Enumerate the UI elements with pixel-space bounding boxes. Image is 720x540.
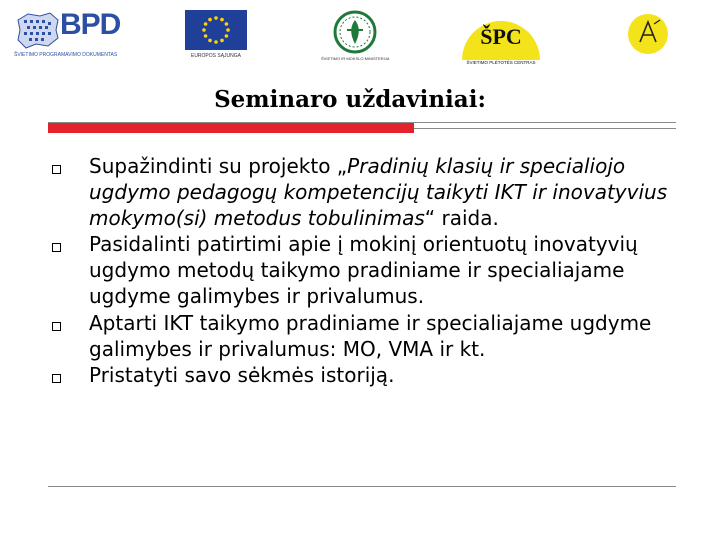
bullet-item — [40, 231, 680, 309]
project-name-italic: Pradinių klasių ir specialiojo ugdymo pedagogų kompetencijų taikyti IKT ir inovatyvius mokymo(si) metodus tobulinimas — [89, 154, 668, 231]
bullet-text-before: Supažindinti su projekto „ — [89, 154, 348, 178]
title-rule-thin-lower — [414, 128, 676, 129]
lithuania-map-icon — [14, 10, 60, 50]
spc-logo — [458, 12, 544, 68]
bullet-text: Pristatyti savo sėkmės istoriją. — [89, 362, 395, 387]
round-yellow-logo — [618, 12, 678, 68]
logo-bar — [0, 0, 720, 72]
eu-flag-icon — [185, 10, 247, 50]
bullet-item — [40, 362, 680, 388]
bullet-text-after: “ raida. — [424, 206, 499, 231]
slide-title: Seminaro uždaviniai: — [214, 86, 486, 113]
eu-logo-subtitle: EUROPOS SĄJUNGA — [190, 53, 241, 59]
bullet-item — [40, 310, 680, 362]
bpd-logo-text: BPD — [60, 8, 121, 41]
bullet-text: Aptarti IKT taikymo pradiniame ir specialiajame ugdyme galimybes ir privalumus: MO, VMA ir kt. — [89, 310, 652, 361]
ministry-logo-subtitle: ŠVIETIMO IR MOKSLO MINISTERIJA — [321, 56, 390, 61]
bpd-logo-subtitle: ŠVIETIMO PROGRAMAVIMO DOKUMENTAS — [14, 52, 118, 58]
round-emblem-icon — [618, 12, 678, 58]
ministry-emblem-icon — [325, 10, 385, 56]
bullet-list — [40, 153, 680, 388]
square-bullet-icon — [52, 322, 61, 331]
eu-logo — [176, 10, 256, 65]
square-bullet-icon — [52, 243, 61, 252]
spc-logo-subtitle: ŠVIETIMO PLĖTOTĖS CENTRAS — [466, 60, 536, 65]
spc-logo-text: ŠPC — [480, 24, 522, 49]
ministry-logo — [321, 10, 390, 66]
bullet-item — [40, 153, 680, 231]
square-bullet-icon — [52, 374, 61, 383]
title-rule-accent — [48, 123, 414, 133]
bullet-text: Pasidalinti patirtimi apie į mokinį orientuotų inovatyvių ugdymo metodų taikymo pradiniame ir specialiajame ugdyme galimybes ir privalumus. — [89, 232, 638, 309]
bpd-logo — [14, 8, 164, 64]
square-bullet-icon — [52, 165, 61, 174]
bottom-rule — [48, 486, 676, 487]
